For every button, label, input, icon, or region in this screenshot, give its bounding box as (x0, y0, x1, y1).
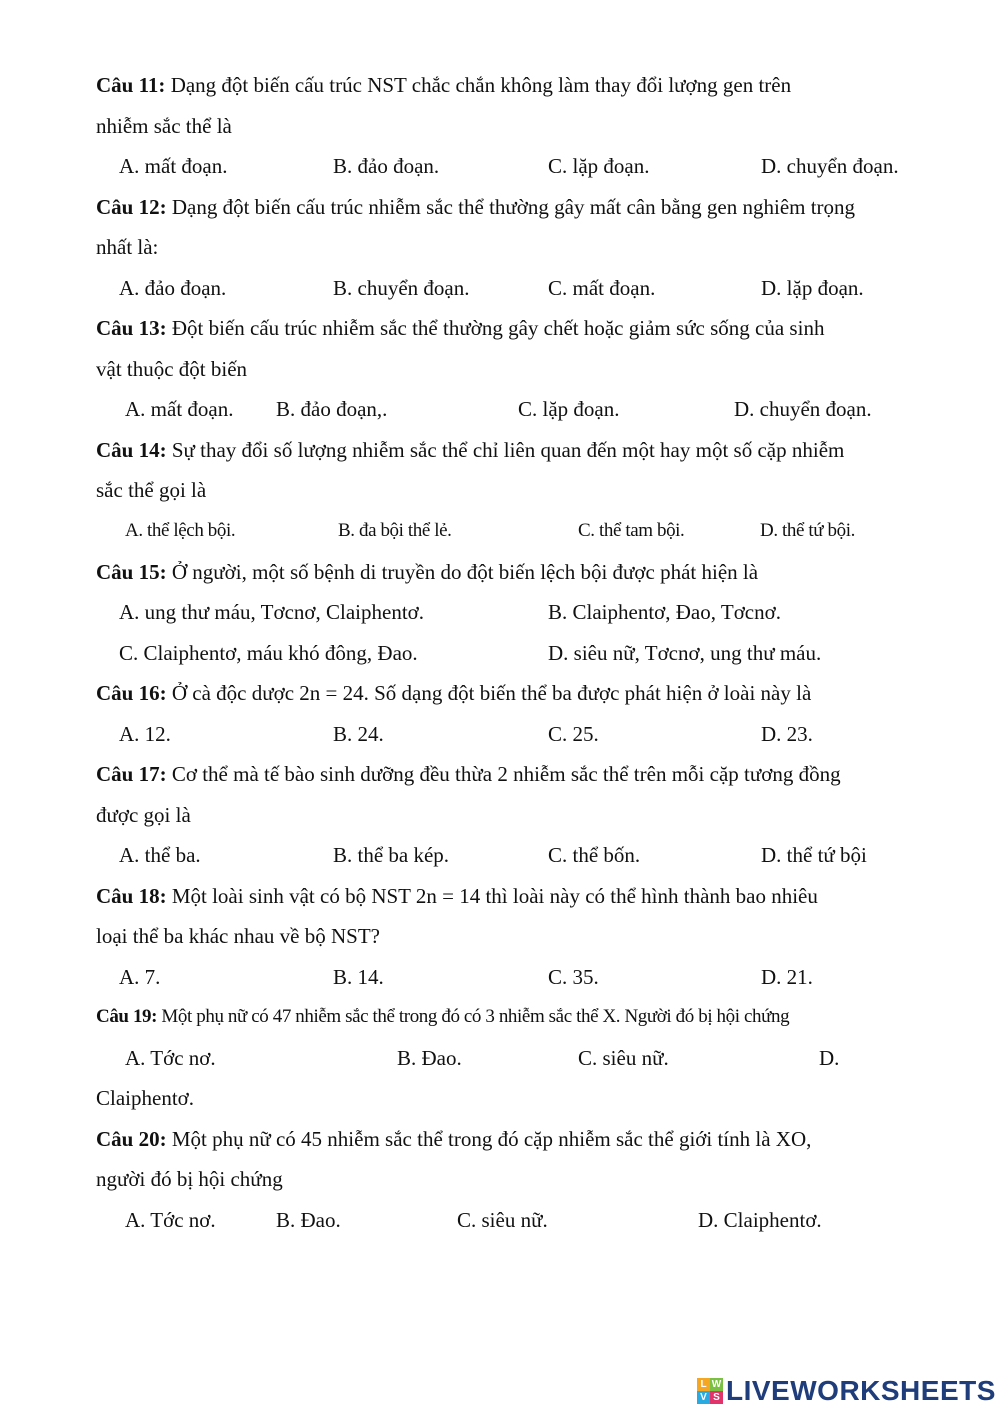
q19-option-b[interactable]: B. Đao. (397, 1046, 462, 1070)
q15-option-b[interactable]: B. Claiphentơ, Đao, Tơcnơ. (548, 600, 781, 624)
q15-option-c[interactable]: C. Claiphentơ, máu khó đông, Đao. (119, 641, 418, 665)
question-number: Câu 12: (96, 195, 167, 219)
question-text: Ở người, một số bệnh di truyền do đột biến lệch bội được phát hiện là (166, 560, 759, 584)
question-20-stem-cont: người đó bị hội chứng (96, 1167, 283, 1191)
question-18-stem-cont: loại thể ba khác nhau về bộ NST? (96, 924, 380, 948)
q12-option-a[interactable]: A. đảo đoạn. (119, 276, 227, 300)
q11-option-d[interactable]: D. chuyển đoạn. (761, 154, 899, 178)
question-number: Câu 13: (96, 316, 167, 340)
logo-text: LIVEWORKSHEETS (726, 1375, 996, 1406)
q16-option-a[interactable]: A. 12. (119, 722, 171, 746)
q18-option-b[interactable]: B. 14. (333, 965, 384, 989)
question-text: Một phụ nữ có 47 nhiễm sắc thể trong đó có 3 nhiễm sắc thể X. Người đó bị hội chứng (157, 1006, 790, 1027)
logo-mark-cell: S (710, 1391, 723, 1404)
q19-option-c[interactable]: C. siêu nữ. (578, 1046, 669, 1070)
q19-option-a[interactable]: A. Tớc nơ. (125, 1046, 216, 1070)
q18-option-a[interactable]: A. 7. (119, 965, 161, 989)
question-20-stem (96, 1124, 811, 1154)
q16-option-d[interactable]: D. 23. (761, 722, 813, 746)
question-text: Một phụ nữ có 45 nhiễm sắc thể trong đó cặp nhiễm sắc thể giới tính là XO, (166, 1127, 812, 1151)
logo-mark-cell: W (711, 1379, 722, 1390)
question-18-stem (96, 881, 818, 911)
logo-mark-icon (697, 1378, 723, 1404)
q18-option-c[interactable]: C. 35. (548, 965, 599, 989)
q11-option-b[interactable]: B. đảo đoạn. (333, 154, 440, 178)
question-19-stem (96, 1002, 789, 1032)
q15-option-d[interactable]: D. siêu nữ, Tơcnơ, ung thư máu. (548, 641, 822, 665)
question-12-stem-cont: nhất là: (96, 235, 159, 259)
question-number: Câu 14: (96, 438, 167, 462)
q16-option-c[interactable]: C. 25. (548, 722, 599, 746)
question-17-stem (96, 759, 841, 789)
q14-option-d[interactable]: D. thể tứ bội. (760, 520, 855, 541)
question-number: Câu 11: (96, 73, 166, 97)
q20-option-d[interactable]: D. Claiphentơ. (698, 1208, 822, 1232)
q11-option-a[interactable]: A. mất đoạn. (119, 154, 228, 178)
q17-option-d[interactable]: D. thể tứ bội (761, 843, 867, 867)
logo-mark-cell: L (697, 1378, 710, 1391)
q12-option-c[interactable]: C. mất đoạn. (548, 276, 656, 300)
question-number: Câu 17: (96, 762, 167, 786)
question-text: Dạng đột biến cấu trúc NST chắc chắn không làm thay đổi lượng gen trên (165, 73, 792, 97)
q20-option-c[interactable]: C. siêu nữ. (457, 1208, 548, 1232)
q11-option-c[interactable]: C. lặp đoạn. (548, 154, 650, 178)
question-number: Câu 20: (96, 1127, 167, 1151)
q17-option-b[interactable]: B. thể ba kép. (333, 843, 450, 867)
question-16-stem (96, 678, 811, 708)
q18-option-d[interactable]: D. 21. (761, 965, 813, 989)
question-number: Câu 16: (96, 681, 167, 705)
q14-option-a[interactable]: A. thể lệch bội. (125, 520, 236, 541)
q13-option-d[interactable]: D. chuyển đoạn. (734, 397, 872, 421)
question-14-stem-cont: sắc thể gọi là (96, 478, 207, 502)
q17-option-a[interactable]: A. thể ba. (119, 843, 201, 867)
question-number: Câu 19: (96, 1006, 158, 1027)
question-13-stem (96, 313, 824, 343)
question-12-stem (96, 192, 855, 222)
question-text: Ở cà độc dược 2n = 24. Số dạng đột biến thể ba được phát hiện ở loài này là (166, 681, 812, 705)
q16-option-b[interactable]: B. 24. (333, 722, 384, 746)
q13-option-c[interactable]: C. lặp đoạn. (518, 397, 620, 421)
question-11-stem-cont: nhiễm sắc thể là (96, 114, 232, 138)
question-text: Cơ thể mà tế bào sinh dưỡng đều thừa 2 nhiễm sắc thể trên mỗi cặp tương đồng (166, 762, 841, 786)
logo-mark-cell: V (697, 1391, 710, 1404)
liveworksheets-logo[interactable] (697, 1376, 996, 1406)
question-15-stem (96, 557, 758, 587)
q13-option-b[interactable]: B. đảo đoạn,. (276, 397, 388, 421)
question-number: Câu 18: (96, 884, 167, 908)
q13-option-a[interactable]: A. mất đoạn. (125, 397, 234, 421)
q14-option-b[interactable]: B. đa bội thể lẻ. (338, 520, 452, 541)
q12-option-b[interactable]: B. chuyển đoạn. (333, 276, 470, 300)
question-text: Dạng đột biến cấu trúc nhiễm sắc thể thường gây mất cân bằng gen nghiêm trọng (166, 195, 856, 219)
question-text: Sự thay đổi số lượng nhiễm sắc thể chỉ liên quan đến một hay một số cặp nhiễm (166, 438, 845, 462)
question-text: Đột biến cấu trúc nhiễm sắc thể thường gây chết hoặc giảm sức sống của sinh (166, 316, 825, 340)
q14-option-c[interactable]: C. thể tam bội. (578, 520, 685, 541)
question-13-stem-cont: vật thuộc đột biến (96, 357, 248, 381)
question-text: Một loài sinh vật có bộ NST 2n = 14 thì loài này có thể hình thành bao nhiêu (166, 884, 818, 908)
question-11-stem (96, 70, 791, 100)
question-14-stem (96, 435, 844, 465)
q20-option-b[interactable]: B. Đao. (276, 1208, 341, 1232)
q19-option-d[interactable]: D. (819, 1046, 840, 1070)
q15-option-a[interactable]: A. ung thư máu, Tơcnơ, Claiphentơ. (119, 600, 425, 624)
q19-option-d-cont[interactable]: Claiphentơ. (96, 1086, 195, 1110)
q12-option-d[interactable]: D. lặp đoạn. (761, 276, 864, 300)
question-17-stem-cont: được gọi là (96, 803, 191, 827)
q17-option-c[interactable]: C. thể bốn. (548, 843, 641, 867)
question-number: Câu 15: (96, 560, 167, 584)
q20-option-a[interactable]: A. Tớc nơ. (125, 1208, 216, 1232)
